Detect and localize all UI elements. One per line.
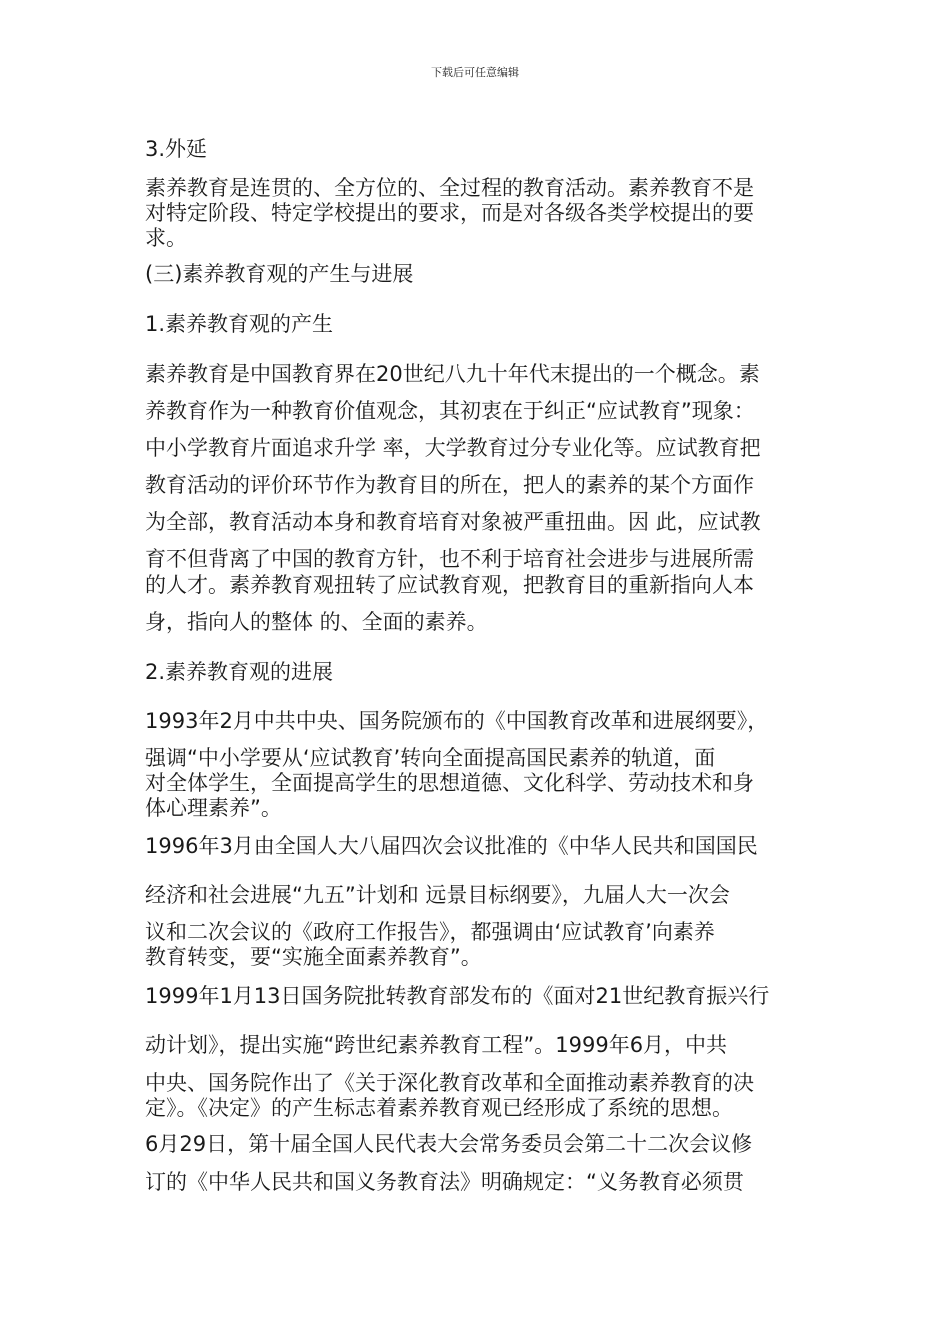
section-heading: (三)素养教育观的产生与进展 bbox=[145, 262, 414, 286]
section-heading: 2.素养教育观的进展 bbox=[145, 660, 334, 684]
text-line: 求。 bbox=[145, 226, 187, 250]
text-line: 的人才。素养教育观扭转了应试教育观，把教育目的重新指向人本 bbox=[145, 573, 754, 597]
text-line: 动计划》，提出实施“跨世纪素养教育工程”。1999年6月，中共 bbox=[145, 1033, 728, 1057]
text-line: 身，指向人的整体 的、全面的素养。 bbox=[145, 610, 488, 634]
text-line: 强调“中小学要从‘应试教育’转向全面提高国民素养的轨道，面 bbox=[145, 746, 716, 770]
text-line: 订的《中华人民共和国义务教育法》明确规定：“义务教育必须贯 bbox=[145, 1170, 744, 1194]
page-header: 下载后可任意编辑 bbox=[431, 66, 519, 79]
text-line: 6月29日，第十届全国人民代表大会常务委员会第二十二次会议修 bbox=[145, 1132, 753, 1156]
text-line: 素养教育是连贯的、全方位的、全过程的教育活动。素养教育不是 bbox=[145, 176, 754, 200]
text-line: 素养教育是中国教育界在20世纪八九十年代末提出的一个概念。素 bbox=[145, 362, 760, 386]
text-line: 1996年3月由全国人大八届四次会议批准的《中华人民共和国国民 bbox=[145, 834, 758, 858]
text-line: 中央、国务院作出了《关于深化教育改革和全面推动素养教育的决 bbox=[145, 1071, 754, 1095]
text-line: 1999年1月13日国务院批转教育部发布的《面对21世纪教育振兴行 bbox=[145, 984, 770, 1008]
text-line: 中小学教育片面追求升学 率，大学教育过分专业化等。应试教育把 bbox=[145, 436, 761, 460]
text-line: 体心理素养”。 bbox=[145, 796, 282, 820]
text-line: 对全体学生，全面提高学生的思想道德、文化科学、劳动技术和身 bbox=[145, 771, 754, 795]
text-line: 议和二次会议的《政府工作报告》，都强调由‘应试教育’向素养 bbox=[145, 920, 715, 944]
text-line: 育不但背离了中国的教育方针，也不利于培育社会进步与进展所需 bbox=[145, 547, 754, 571]
text-line: 教育转变，要“实施全面素养教育”。 bbox=[145, 945, 482, 969]
section-heading: 3.外延 bbox=[145, 137, 208, 161]
text-line: 经济和社会进展“九五”计划和 远景目标纲要》，九届人大一次会 bbox=[145, 883, 730, 907]
text-line: 养教育作为一种教育价值观念，其初衷在于纠正“应试教育”现象： bbox=[145, 399, 755, 423]
text-line: 1993年2月中共中央、国务院颁布的《中国教育改革和进展纲要》， bbox=[145, 709, 769, 733]
text-line: 为全部，教育活动本身和教育培育对象被严重扭曲。因 此，应试教 bbox=[145, 510, 761, 534]
text-line: 对特定阶段、特定学校提出的要求，而是对各级各类学校提出的要 bbox=[145, 201, 754, 225]
text-line: 教育活动的评价环节作为教育目的所在，把人的素养的某个方面作 bbox=[145, 473, 754, 497]
text-line: 定》。《决定》的产生标志着素养教育观已经形成了系统的思想。 bbox=[145, 1096, 733, 1120]
section-heading: 1.素养教育观的产生 bbox=[145, 312, 334, 336]
